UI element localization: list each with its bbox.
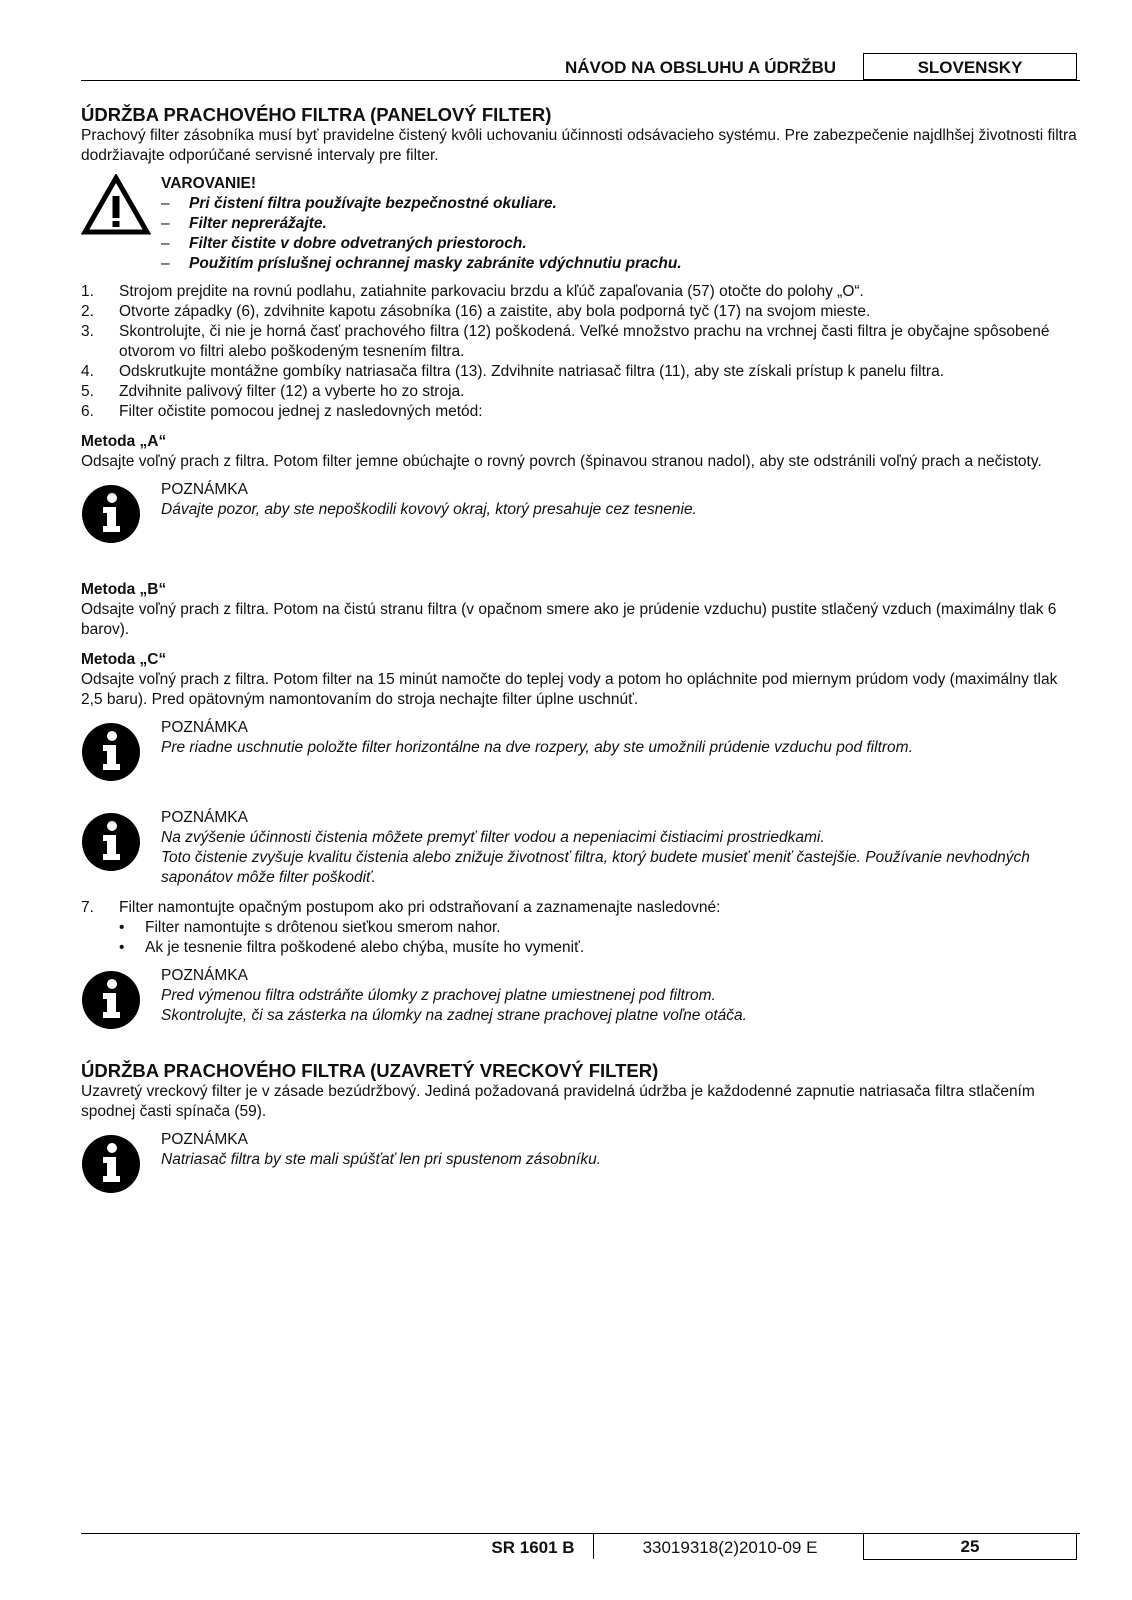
bullet-item: • Ak je tesnenie filtra poškodené alebo chýba, musíte ho vymeniť. — [119, 939, 585, 956]
info-icon — [81, 718, 161, 788]
warning-item: – Použitím príslušnej ochrannej masky zabránite vdýchnutiu prachu. — [161, 255, 682, 272]
warning-title: VAROVANIE! — [161, 175, 257, 192]
procedure-steps — [81, 898, 1079, 918]
info-icon — [81, 808, 161, 888]
warning-block — [81, 174, 1079, 274]
note-text: Na zvýšenie účinnosti čistenia môžete premyť filter vodou a nepeniacimi čistiacimi prostriedkami. — [161, 829, 825, 846]
info-icon — [81, 480, 161, 550]
method-c-title: Metoda „C“ — [81, 651, 167, 668]
warning-triangle-icon — [81, 174, 161, 274]
step-item: 1. Strojom prejdite na rovnú podlahu, zatiahnite parkovaciu brzdu a kľúč zapaľovania (57) otočte do polohy „O“. — [81, 283, 864, 300]
note-text: Toto čistenie zvyšuje kvalitu čistenia alebo znižuje životnosť filtra, ktorý budete musieť meniť častejšie. Používanie nevhodných saponátov môže filter poškodiť. — [161, 849, 1030, 886]
bullet-item: • Filter namontujte s drôtenou sieťkou smerom nahor. — [119, 919, 501, 936]
note-text: Skontrolujte, či sa zásterka na úlomky na zadnej strane prachovej platne voľne otáča. — [161, 1007, 747, 1024]
note-label: POZNÁMKA — [161, 1131, 248, 1148]
warning-item: – Filter čistite v dobre odvetraných priestoroch. — [161, 235, 527, 252]
note-block — [81, 480, 1079, 550]
note-text: Natriasač filtra by ste mali spúšťať len pri spustenom zásobníku. — [161, 1151, 602, 1168]
note-block — [81, 966, 1079, 1036]
method-a-text: Odsajte voľný prach z filtra. Potom filter jemne obúchajte o rovný povrch (špinavou stranou nadol), aby ste odstránili voľný prach a nečistoty. — [81, 453, 1042, 470]
section-intro: Uzavretý vreckový filter je v zásade bezúdržbový. Jediná požadovaná pravidelná údržba je každodenné zapnutie natriasača filtra stlačením spodnej časti spínača (59). — [81, 1083, 1035, 1120]
note-text: Pre riadne uschnutie položte filter horizontálne na dve rozpery, aby ste umožnili prúdenie vzduchu pod filtrom. — [161, 739, 913, 756]
step-item: 3. Skontrolujte, či nie je horná časť prachového filtra (12) poškodená. Veľké množstvo prachu na vrchnej časti filtra je obyčajne spôsobené otvorom vo filtri alebo poškodeným tesnením filtra. — [81, 323, 1050, 360]
step-item: 2. Otvorte západky (6), zdvihnite kapotu zásobníka (16) a zaistite, aby bola podporná tyč (17) na svojom mieste. — [81, 303, 871, 320]
section-heading-bag-filter: ÚDRŽBA PRACHOVÉHO FILTRA (UZAVRETÝ VRECKOVÝ FILTER) — [81, 1060, 659, 1081]
note-label: POZNÁMKA — [161, 809, 248, 826]
method-a-title: Metoda „A“ — [81, 433, 167, 450]
note-block — [81, 718, 1079, 788]
method-b-title: Metoda „B“ — [81, 581, 167, 598]
footer-divider — [593, 1533, 594, 1559]
info-icon — [81, 966, 161, 1036]
note-text: Dávajte pozor, aby ste nepoškodili kovový okraj, ktorý presahuje cez tesnenie. — [161, 501, 697, 518]
warning-item: – Filter neprerážajte. — [161, 215, 327, 232]
step-item: 6. Filter očistite pomocou jednej z nasledovných metód: — [81, 403, 483, 420]
note-label: POZNÁMKA — [161, 967, 248, 984]
header-rule — [81, 80, 1080, 81]
page-number: 25 — [863, 1533, 1077, 1560]
section-intro: Prachový filter zásobníka musí byť pravidelne čistený kvôli uchovaniu účinnosti odsávacieho systému. Pre zabezpečenie najdlhšej životnosti filtra dodržiavajte odporúčané servisné intervaly pre filter. — [81, 127, 1077, 164]
note-text: Pred výmenou filtra odstráňte úlomky z prachovej platne umiestnenej pod filtrom. — [161, 987, 716, 1004]
header-language: SLOVENSKY — [863, 53, 1077, 80]
step-item: 7. Filter namontujte opačným postupom ako pri odstraňovaní a zaznamenajte nasledovné: — [81, 899, 721, 916]
step-item: 4. Odskrutkujte montážne gombíky natriasača filtra (13). Zdvihnite natriasač filtra (11), aby ste získali prístup k panelu filtra. — [81, 363, 945, 380]
warning-item: – Pri čistení filtra používajte bezpečnostné okuliare. — [161, 195, 557, 212]
method-c-text: Odsajte voľný prach z filtra. Potom filter na 15 minút namočte do teplej vody a potom ho opláchnite pod miernym prúdom vody (maximálny tlak 2,5 baru). Pred opätovným namontovaním do stroja nechajte filter úplne uschnúť. — [81, 671, 1058, 708]
step-item: 5. Zdvihnite palivový filter (12) a vyberte ho zo stroja. — [81, 383, 465, 400]
note-block — [81, 808, 1079, 888]
method-b-text: Odsajte voľný prach z filtra. Potom na čistú stranu filtra (v opačnom smere ako je prúdenie vzduchu) pustite stlačený vzduch (maximálny tlak 6 barov). — [81, 601, 1057, 638]
note-label: POZNÁMKA — [161, 719, 248, 736]
footer-document-code: 33019318(2)2010-09 E — [642, 1538, 818, 1557]
note-label: POZNÁMKA — [161, 481, 248, 498]
section-heading-panel-filter: ÚDRŽBA PRACHOVÉHO FILTRA (PANELOVÝ FILTER) — [81, 104, 552, 125]
page-content — [81, 104, 1079, 1200]
info-icon — [81, 1130, 161, 1200]
step-bullets — [81, 918, 1079, 958]
note-block — [81, 1130, 1079, 1200]
header-title: NÁVOD NA OBSLUHU A ÚDRŽBU — [564, 58, 836, 77]
procedure-steps — [81, 282, 1079, 422]
footer-model: SR 1601 B — [491, 1538, 575, 1557]
